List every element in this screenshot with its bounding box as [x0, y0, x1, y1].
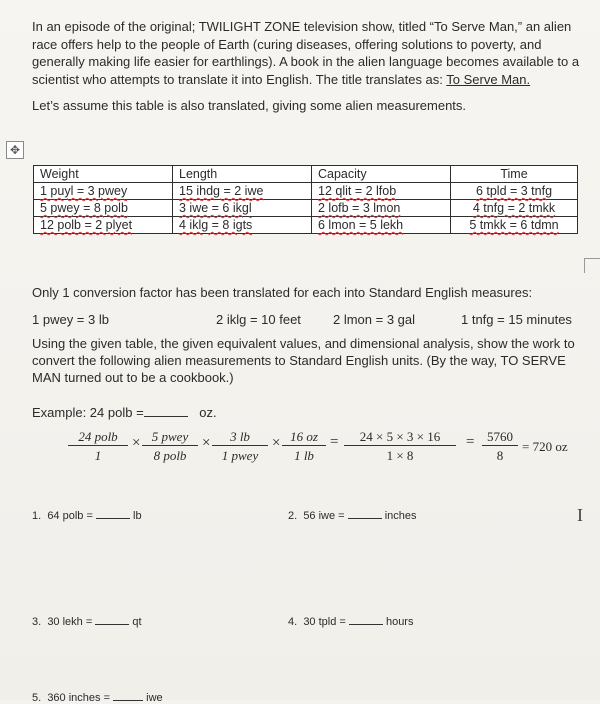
fraction	[68, 429, 128, 464]
table-cell: 1 puyl = 3 pwey	[34, 183, 173, 200]
answer-blank[interactable]	[349, 614, 383, 625]
table-cell: 2 lofb = 3 lmon	[312, 200, 451, 217]
question-prompt: 64 polb =	[47, 510, 93, 522]
question-number: 1.	[32, 510, 42, 522]
question-2	[288, 508, 417, 522]
header-capacity: Capacity	[312, 166, 451, 183]
question-5	[32, 690, 163, 704]
header-weight: Weight	[34, 166, 173, 183]
conversion-factor: 1 pwey = 3 lb	[32, 312, 109, 327]
answer-blank[interactable]	[95, 614, 129, 625]
table-cell: 6 tpld = 3 tnfg	[451, 183, 578, 200]
table-row	[34, 217, 578, 234]
table-cell: 6 lmon = 5 lekh	[312, 217, 451, 234]
table-header-row	[34, 166, 578, 183]
table-cell: 15 ihdg = 2 iwe	[173, 183, 312, 200]
fraction-numerator: 3 lb	[212, 429, 268, 446]
instructions: Using the given table, the given equivalent values, and dimensional analysis, show the work to convert the following alien measurements to Standard English units. (By the way, TO SERVE MAN turned out to be a cookbook.)	[32, 336, 575, 385]
intro-paragraph	[32, 18, 592, 88]
table-cell: 3 iwe = 6 ikgl	[173, 200, 312, 217]
fraction-numerator: 5760	[482, 429, 518, 446]
fraction-denominator: 1	[94, 448, 102, 463]
fraction-denominator: 1 pwey	[221, 448, 259, 463]
example-result: = 720 oz	[522, 439, 568, 454]
question-unit: lb	[133, 510, 142, 522]
move-handle-icon[interactable]: ✥	[6, 141, 24, 159]
header-length: Length	[173, 166, 312, 183]
example-unit: oz.	[199, 405, 217, 420]
question-1	[32, 508, 142, 522]
header-time: Time	[451, 166, 578, 183]
fraction-numerator: 24 polb	[68, 429, 128, 446]
question-unit: inches	[384, 510, 417, 522]
answer-blank[interactable]	[96, 508, 130, 519]
question-prompt: 30 tpld =	[303, 616, 346, 628]
equals-sign: =	[330, 434, 339, 450]
fraction	[212, 429, 268, 464]
times-sign: ×	[132, 435, 141, 451]
fraction-denominator: 8	[496, 448, 504, 463]
question-number: 2.	[288, 510, 298, 522]
conversion-factor: 2 iklg = 10 feet	[216, 312, 301, 327]
conversion-factor: 1 tnfg = 15 minutes	[461, 312, 572, 327]
example-work	[68, 429, 588, 473]
table-cell: 12 qlit = 2 lfob	[312, 183, 451, 200]
table-cell: 12 polb = 2 plyet	[34, 217, 173, 234]
fraction	[142, 429, 198, 464]
answer-blank[interactable]	[113, 690, 143, 701]
example-prompt: Example: 24 polb =	[32, 405, 144, 420]
times-sign: ×	[272, 435, 281, 451]
question-number: 3.	[32, 616, 42, 628]
question-number: 5.	[32, 692, 42, 704]
alien-units-table	[33, 165, 578, 234]
fraction	[482, 429, 518, 464]
times-sign: ×	[202, 435, 211, 451]
table-cell: 4 iklg = 8 igts	[173, 217, 312, 234]
table-cell: 4 tnfg = 2 tmkk	[451, 200, 578, 217]
conversion-factor: 2 lmon = 3 gal	[333, 312, 416, 327]
table-row	[34, 200, 578, 217]
intro-body: In an episode of the original; TWILIGHT ZONE television show, titled “To Serve Man,” an alien race offers help to the people of Earth (curing diseases, offering solutions to poverty, and generally making life easier for earthlings). A book in the alien language becomes available to a scientist who attempts to translate it into English. The title translates as:	[32, 19, 580, 87]
question-prompt: 360 inches =	[47, 692, 110, 704]
book-title: To Serve Man.	[446, 71, 531, 87]
intro-text	[32, 18, 592, 124]
fraction-denominator: 1 lb	[294, 448, 314, 463]
question-unit: iwe	[146, 692, 163, 704]
question-4	[288, 614, 413, 628]
answer-blank[interactable]	[348, 508, 382, 519]
question-number: 4.	[288, 616, 298, 628]
example-blank	[144, 406, 188, 417]
fraction-numerator: 24 × 5 × 3 × 16	[344, 429, 456, 446]
table-cell: 5 pwey = 8 polb	[34, 200, 173, 217]
fraction-numerator: 5 pwey	[142, 429, 198, 446]
example-label	[32, 405, 217, 420]
fraction-denominator: 8 polb	[153, 448, 187, 463]
conversion-intro: Only 1 conversion factor has been translated for each into Standard English measures:	[32, 285, 533, 300]
question-prompt: 30 lekh =	[47, 616, 93, 628]
fraction	[344, 429, 456, 464]
equals-sign: =	[466, 434, 475, 450]
table-cell: 5 tmkk = 6 tdmn	[451, 217, 578, 234]
question-3	[32, 614, 142, 628]
text-cursor-icon: I	[577, 505, 583, 525]
fraction	[282, 429, 326, 464]
fraction-numerator: 16 oz	[282, 429, 326, 446]
question-unit: hours	[385, 616, 414, 628]
page-edge-marker	[584, 258, 600, 273]
question-unit: qt	[132, 616, 142, 628]
question-prompt: 56 iwe =	[303, 510, 345, 522]
table-intro: Let’s assume this table is also translated, giving some alien measurements.	[32, 98, 467, 113]
table-row	[34, 183, 578, 200]
fraction-denominator: 1 × 8	[386, 448, 414, 463]
